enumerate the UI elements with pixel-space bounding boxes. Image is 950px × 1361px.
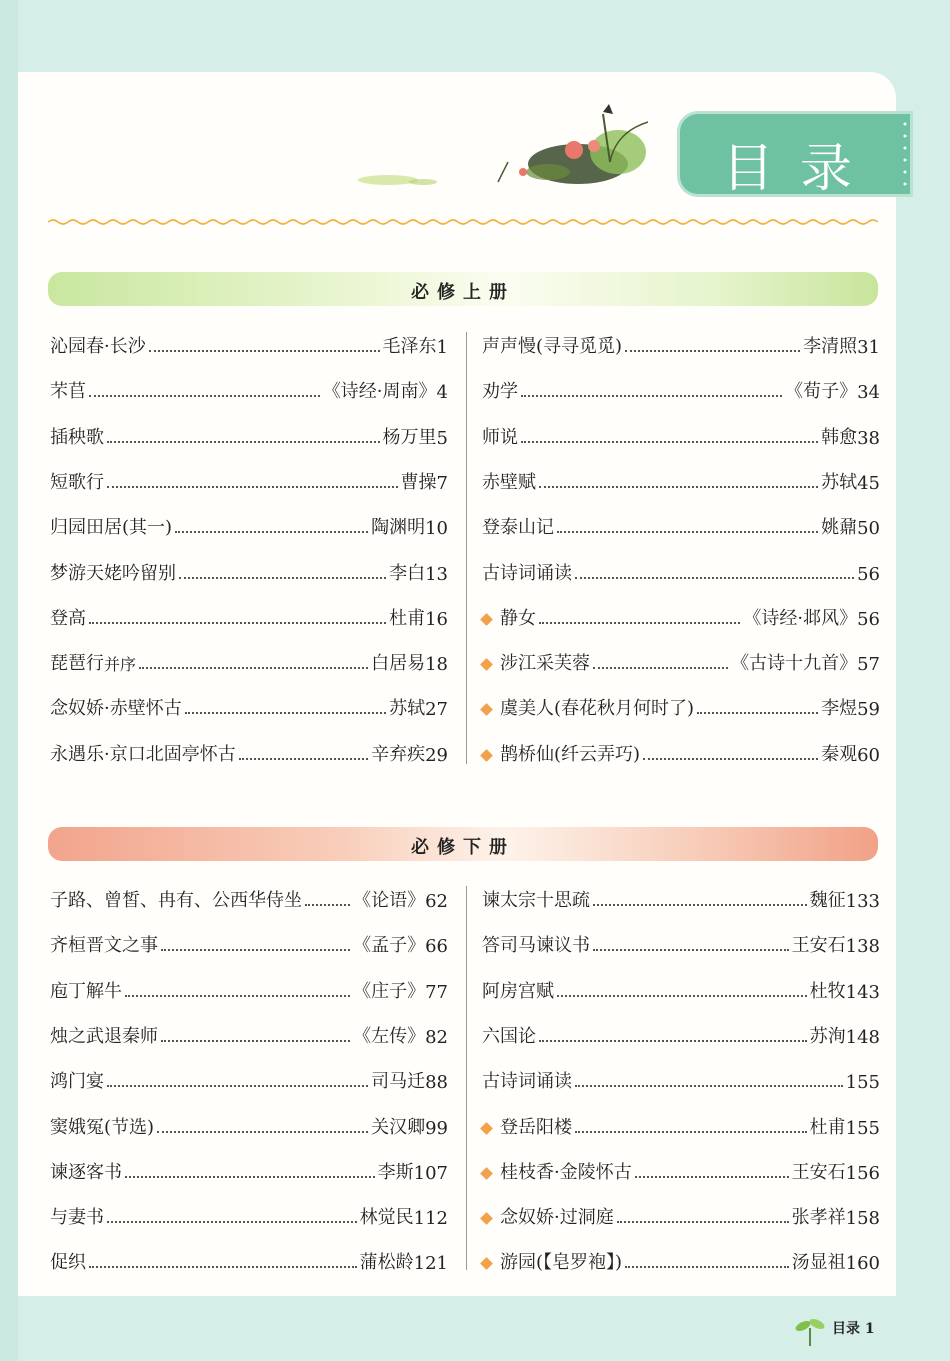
entry-page-number: 155 [845, 1117, 880, 1139]
entry-page-number: 99 [425, 1117, 448, 1139]
entry-page-number: 56 [857, 563, 880, 585]
toc-entry[interactable] [482, 882, 880, 912]
entry-title: 登高 [50, 607, 86, 629]
entry-title: 登泰山记 [482, 517, 554, 539]
toc-entry[interactable] [50, 1199, 448, 1229]
entry-author: 王安石 [791, 935, 846, 957]
entry-title: 庖丁解牛 [50, 980, 122, 1002]
entry-title: 静女 [500, 607, 536, 629]
toc-entry[interactable] [500, 645, 880, 675]
entry-page-number: 7 [436, 472, 448, 494]
entry-page-number: 143 [845, 981, 880, 1003]
entry-author: 《孟子》 [353, 935, 426, 957]
entry-title: 子路、曾皙、冉有、公西华侍坐 [50, 890, 302, 911]
dot-leader [521, 440, 818, 443]
toc-entry[interactable] [500, 1109, 880, 1139]
entry-author: 《庄子》 [353, 980, 426, 1002]
dot-leader [179, 576, 386, 579]
entry-page-number: 1 [436, 337, 448, 358]
entry-author: 姚鼐 [821, 517, 858, 539]
entry-page-number: 82 [425, 1026, 448, 1048]
dot-leader [125, 994, 350, 997]
entry-title: 涉江采芙蓉 [500, 653, 590, 675]
entry-author: 杨万里 [382, 426, 437, 448]
toc-entry[interactable] [50, 736, 448, 766]
entry-title: 劝学 [482, 381, 518, 403]
dot-leader [539, 485, 818, 488]
toc-page [18, 72, 896, 1296]
entry-author: 李煜 [821, 698, 858, 720]
entry-title: 齐桓晋文之事 [50, 935, 158, 957]
entry-author: 林觉民 [359, 1207, 414, 1229]
section-heading: 必修上册 [411, 282, 515, 303]
entry-author: 毛泽东 [382, 336, 437, 357]
entry-author: 魏征 [809, 890, 846, 911]
entry-title: 鹊桥仙(纤云弄巧) [500, 743, 641, 765]
toc-entry[interactable] [50, 1063, 448, 1093]
entry-title: 与妻书 [50, 1207, 104, 1229]
entry-page-number: 57 [857, 654, 880, 676]
entry-page-number: 88 [425, 1072, 448, 1094]
entry-page-number: 56 [857, 608, 880, 630]
entry-title: 沁园春·长沙 [50, 336, 146, 357]
dot-leader [185, 711, 386, 714]
dot-leader [557, 994, 807, 997]
toc-entry[interactable] [482, 373, 880, 403]
dot-leader [89, 1265, 357, 1268]
entry-author: 张孝祥 [791, 1207, 846, 1229]
entry-author: 《左传》 [353, 1025, 426, 1047]
entry-title: 谏太宗十思疏 [482, 890, 590, 911]
toc-entry[interactable] [50, 973, 448, 1003]
toc-title-tab [680, 114, 910, 199]
dot-leader [161, 948, 350, 951]
entry-title: 师说 [482, 426, 518, 448]
toc-entry[interactable] [50, 882, 448, 912]
dot-leader [521, 394, 782, 397]
toc-entry[interactable] [50, 464, 448, 494]
entry-title: 古诗词诵读 [482, 562, 572, 584]
entry-title: 琵琶行 [50, 653, 104, 675]
entry-author: 李白 [389, 562, 426, 584]
entry-author: 辛弃疾 [371, 743, 426, 765]
entry-title: 赤壁赋 [482, 471, 536, 493]
dot-leader [625, 1265, 789, 1268]
entry-title: 谏逐客书 [50, 1161, 122, 1183]
entry-author: 《诗经·邶风》 [743, 607, 858, 629]
toc-entry[interactable] [50, 328, 448, 358]
dot-leader [107, 1084, 368, 1087]
entry-author: 《荀子》 [785, 381, 858, 403]
dot-leader [89, 621, 386, 624]
entry-author: 韩愈 [821, 426, 858, 448]
entry-author: 汤显祖 [791, 1252, 846, 1274]
toc-entry[interactable] [482, 1063, 880, 1093]
section1-column-divider [466, 332, 467, 764]
dot-leader [175, 530, 368, 533]
title-tab-dots [900, 114, 910, 194]
toc-entry[interactable] [500, 1244, 880, 1274]
toc-entry[interactable] [50, 600, 448, 630]
toc-entry[interactable] [500, 690, 880, 720]
entry-page-number: 16 [425, 608, 448, 630]
entry-title: 六国论 [482, 1025, 536, 1047]
dot-leader [557, 530, 818, 533]
section2-column-divider [466, 886, 467, 1270]
entry-author: 苏洵 [809, 1025, 846, 1047]
dot-leader [643, 757, 818, 760]
dot-leader [149, 349, 380, 352]
entry-page-number: 50 [857, 518, 880, 540]
diamond-bullet-icon [480, 1122, 493, 1135]
toc-entry[interactable] [50, 1154, 448, 1184]
entry-author: 杜牧 [809, 980, 846, 1002]
entry-page-number: 34 [857, 382, 880, 404]
entry-title: 游园(【皂罗袍】) [500, 1252, 623, 1274]
entry-author: 李清照 [803, 336, 858, 357]
entry-author: 杜甫 [809, 1116, 846, 1138]
toc-entry[interactable] [50, 373, 448, 403]
entry-page-number: 66 [425, 936, 448, 958]
entry-title: 虞美人(春花秋月何时了) [500, 698, 695, 720]
toc-entry[interactable] [482, 973, 880, 1003]
dot-leader [575, 576, 854, 579]
diamond-bullet-icon [480, 613, 493, 626]
dot-leader [575, 1084, 843, 1087]
diamond-bullet-icon [480, 1212, 493, 1225]
diamond-bullet-icon [480, 658, 493, 671]
toc-entry[interactable] [50, 509, 448, 539]
entry-page-number: 59 [857, 699, 880, 721]
entry-title: 归园田居(其一) [50, 517, 173, 539]
footer-page-number: 1 [864, 1321, 875, 1337]
toc-entry[interactable] [482, 464, 880, 494]
toc-entry[interactable] [50, 690, 448, 720]
dot-leader [305, 903, 350, 906]
entry-page-number: 133 [845, 891, 880, 912]
dot-leader [539, 621, 740, 624]
entry-page-number: 112 [413, 1208, 448, 1230]
entry-title: 桂枝香·金陵怀古 [500, 1161, 632, 1183]
dot-leader [125, 1175, 375, 1178]
entry-page-number: 45 [857, 472, 880, 494]
toc-entry[interactable] [482, 419, 880, 449]
entry-author: 《古诗十九首》 [731, 653, 858, 675]
entry-title: 古诗词诵读 [482, 1071, 572, 1093]
entry-author: 王安石 [791, 1161, 846, 1183]
entry-page-number: 138 [845, 936, 880, 958]
entry-title: 答司马谏议书 [482, 935, 590, 957]
dot-leader [107, 485, 398, 488]
entry-page-number: 60 [857, 744, 880, 766]
entry-page-number: 13 [425, 563, 448, 585]
dot-leader [157, 1130, 368, 1133]
entry-page-number: 160 [845, 1253, 880, 1275]
entry-title: 声声慢(寻寻觅觅) [482, 336, 623, 357]
toc-entry[interactable] [482, 1018, 880, 1048]
dot-leader [593, 903, 807, 906]
entry-page-number: 155 [845, 1072, 880, 1094]
entry-author: 蒲松龄 [359, 1252, 414, 1274]
entry-author: 《诗经·周南》 [322, 381, 437, 403]
sprout-icon [792, 1312, 828, 1348]
entry-page-number: 29 [425, 744, 448, 766]
lotus-painting-decoration [348, 102, 668, 202]
entry-title: 阿房宫赋 [482, 980, 554, 1002]
entry-title: 芣苢 [50, 381, 86, 403]
diamond-bullet-icon [480, 704, 493, 717]
dot-leader [139, 666, 368, 669]
entry-page-number: 18 [425, 654, 448, 676]
entry-page-number: 27 [425, 699, 448, 721]
entry-author: 曹操 [400, 471, 437, 493]
entry-title: 插秧歌 [50, 426, 104, 448]
entry-page-number: 158 [845, 1208, 880, 1230]
dot-leader [539, 1039, 807, 1042]
section-bar-required-volume-1 [48, 272, 878, 306]
entry-page-number: 4 [436, 382, 448, 404]
entry-page-number: 121 [413, 1253, 448, 1275]
entry-author: 司马迁 [371, 1071, 426, 1093]
entry-page-number: 10 [425, 518, 448, 540]
toc-entry[interactable] [50, 555, 448, 585]
dot-leader [89, 394, 320, 397]
entry-author: 《论语》 [353, 890, 426, 911]
toc-entry[interactable] [500, 1154, 880, 1184]
entry-author: 白居易 [371, 653, 426, 675]
entry-page-number: 5 [436, 427, 448, 449]
entry-title: 烛之武退秦师 [50, 1025, 158, 1047]
entry-title: 念奴娇·过洞庭 [500, 1207, 614, 1229]
wave-divider [48, 216, 878, 228]
entry-author: 苏轼 [821, 471, 858, 493]
left-margin-strip [0, 0, 18, 1361]
page-title: 目录 [722, 139, 879, 199]
entry-author: 秦观 [821, 743, 858, 765]
entry-subtitle: 并序 [104, 655, 137, 675]
page-footer [790, 1312, 910, 1352]
toc-entry[interactable] [500, 1199, 880, 1229]
toc-entry[interactable] [50, 1109, 448, 1139]
toc-entry[interactable] [50, 645, 448, 675]
dot-leader [107, 1220, 357, 1223]
entry-page-number: 107 [413, 1162, 448, 1184]
dot-leader [697, 711, 818, 714]
entry-author: 杜甫 [389, 607, 426, 629]
entry-title: 促织 [50, 1252, 86, 1274]
dot-leader [239, 757, 368, 760]
toc-entry[interactable] [50, 1018, 448, 1048]
dot-leader [161, 1039, 350, 1042]
entry-page-number: 148 [845, 1026, 880, 1048]
dot-leader [625, 349, 800, 352]
entry-title: 窦娥冤(节选) [50, 1116, 155, 1138]
entry-page-number: 38 [857, 427, 880, 449]
entry-page-number: 31 [857, 337, 880, 358]
entry-title: 永遇乐·京口北固亭怀古 [50, 743, 236, 765]
toc-entry[interactable] [482, 328, 880, 358]
entry-author: 苏轼 [389, 698, 426, 720]
diamond-bullet-icon [480, 1167, 493, 1180]
diamond-bullet-icon [480, 749, 493, 762]
dot-leader [593, 948, 789, 951]
entry-author: 陶渊明 [371, 517, 426, 539]
toc-entry[interactable] [482, 927, 880, 957]
entry-title: 短歌行 [50, 471, 104, 493]
dot-leader [635, 1175, 789, 1178]
entry-title: 鸿门宴 [50, 1071, 104, 1093]
section-heading: 必修下册 [411, 837, 515, 858]
page-header [18, 72, 896, 232]
footer-label: 目录 [832, 1321, 860, 1337]
toc-entry[interactable] [50, 927, 448, 957]
entry-author: 关汉卿 [371, 1116, 426, 1138]
entry-page-number: 156 [845, 1162, 880, 1184]
dot-leader [107, 440, 380, 443]
entry-title: 念奴娇·赤壁怀古 [50, 698, 182, 720]
toc-entry[interactable] [50, 419, 448, 449]
toc-entry[interactable] [482, 509, 880, 539]
dot-leader [617, 1220, 789, 1223]
toc-entry[interactable] [500, 736, 880, 766]
entry-page-number: 77 [425, 981, 448, 1003]
toc-entry[interactable] [482, 555, 880, 585]
toc-entry[interactable] [500, 600, 880, 630]
dot-leader [575, 1130, 807, 1133]
toc-entry[interactable] [50, 1244, 448, 1274]
entry-title: 登岳阳楼 [500, 1116, 572, 1138]
section-bar-required-volume-2 [48, 827, 878, 861]
diamond-bullet-icon [480, 1258, 493, 1271]
entry-page-number: 62 [425, 891, 448, 912]
entry-title: 梦游天姥吟留别 [50, 562, 176, 584]
entry-author: 李斯 [377, 1161, 414, 1183]
dot-leader [593, 666, 728, 669]
